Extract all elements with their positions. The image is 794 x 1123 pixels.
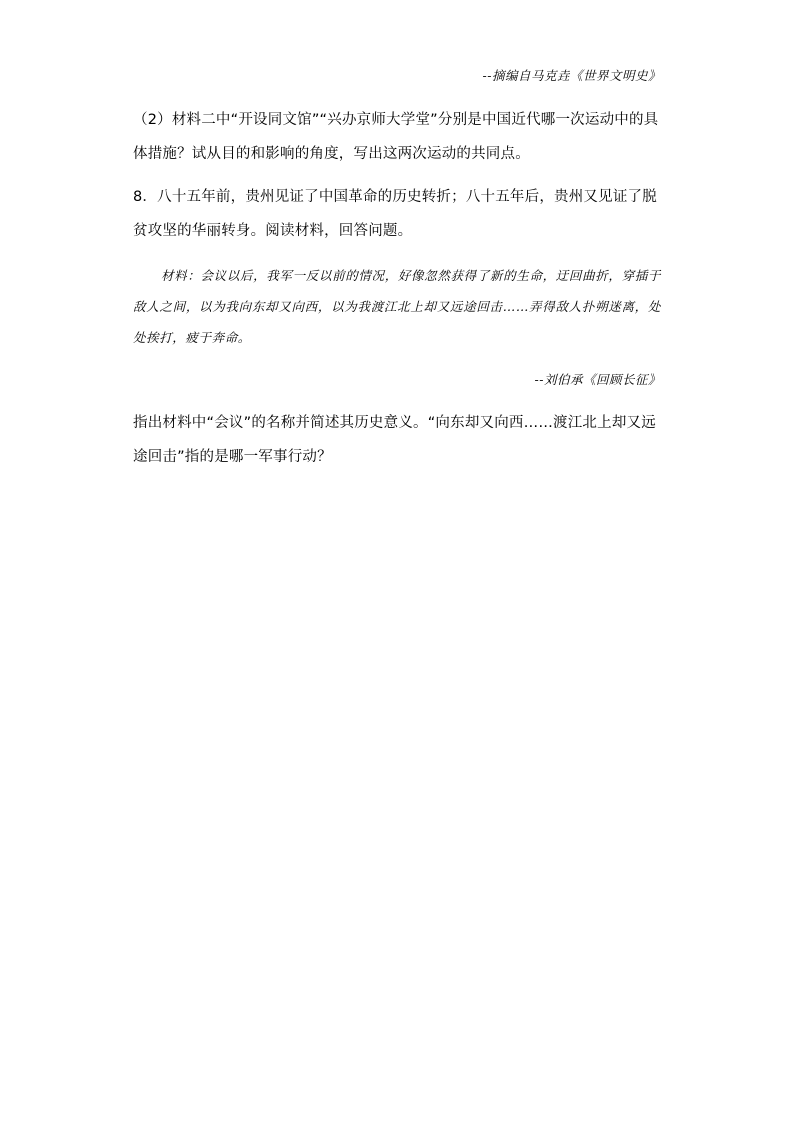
material-quote: 材料：会议以后，我军一反以前的情况，好像忽然获得了新的生命，迂回曲折，穿插于敌人之间，以为我向东却又向西，以为我渡江北上却又远途回击……弄得敌人扑朔迷离，处处挨打，疲于奔命。 — [133, 268, 661, 345]
question-2-text: （2）材料二中“开设同文馆”“兴办京师大学堂”分别是中国近代哪一次运动中的具体措施？试从目的和影响的角度，写出这两次运动的共同点。 — [133, 112, 659, 162]
question-8-prompt: 指出材料中“会议”的名称并简述其历史意义。“向东却又向西……渡江北上却又远途回击”指的是哪一军事行动？ — [133, 415, 656, 465]
source-citation-1: --摘编自马克垚《世界文明史》 — [482, 68, 661, 83]
question-8-intro: 8．八十五年前，贵州见证了中国革命的历史转折；八十五年后，贵州又见证了脱贫攻坚的华丽转身。阅读材料，回答问题。 — [133, 189, 657, 239]
source-citation-2: --刘伯承《回顾长征》 — [534, 372, 661, 387]
